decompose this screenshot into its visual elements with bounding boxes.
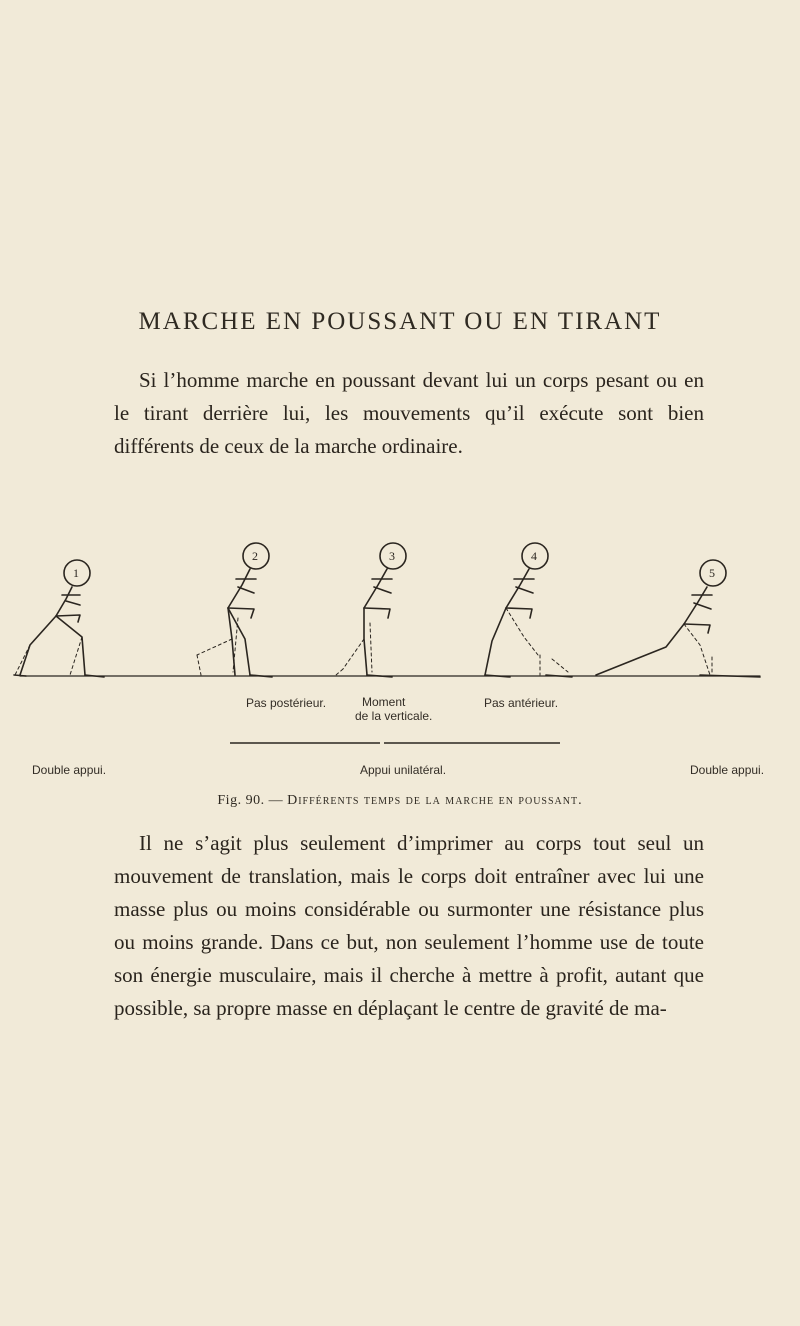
figure-caption	[0, 793, 800, 809]
stick-figure-2	[197, 543, 272, 677]
intro-paragraph: Si l’homme marche en poussant devant lui un corps pesant ou en le tirant derrière lui, les mouvements qu’il exécute sont bien différents de ceux de la marche ordinaire.	[114, 368, 704, 458]
caption-prefix: Fig. 90. —	[217, 793, 284, 808]
stick-figures-illustration	[0, 527, 800, 777]
label-moment: Moment	[362, 695, 406, 709]
label-pas-anterieur: Pas antérieur.	[484, 696, 559, 710]
caption-title: Différents temps de la marche en poussant.	[287, 793, 583, 808]
figure-number-5: 5	[709, 566, 715, 580]
figure-number-1: 1	[73, 566, 79, 580]
running-header: MARCHE EN POUSSANT OU EN TIRANT	[138, 308, 662, 335]
label-appui-unilateral: Appui unilatéral.	[360, 763, 447, 777]
label-double-appui-left: Double appui.	[32, 763, 107, 777]
figure-number-4: 4	[531, 549, 537, 563]
walking-figure	[0, 527, 800, 777]
label-double-appui-right: Double appui.	[690, 763, 765, 777]
stick-figure-5	[596, 560, 760, 677]
body-paragraph: Il ne s’agit plus seulement d’imprimer au corps tout seul un mouvement de translation, mais le corps doit entraîner avec lui une masse plus ou moins considérable ou surmonter une résistance plus ou moins grande. Dans ce but, non seulement l’homme use de toute son énergie musculaire, mais il cherche à mettre à profit, autant que possible, sa propre masse en déplaçant le centre de gravité de ma-	[114, 831, 704, 1020]
label-pas-posterieur: Pas postérieur.	[246, 696, 327, 710]
stick-figure-4	[485, 543, 572, 677]
stick-figure-3	[336, 543, 406, 677]
figure-number-2: 2	[252, 549, 258, 563]
label-verticale: de la verticale.	[355, 709, 433, 723]
figure-number-3: 3	[389, 549, 395, 563]
stick-figure-1	[14, 560, 104, 677]
